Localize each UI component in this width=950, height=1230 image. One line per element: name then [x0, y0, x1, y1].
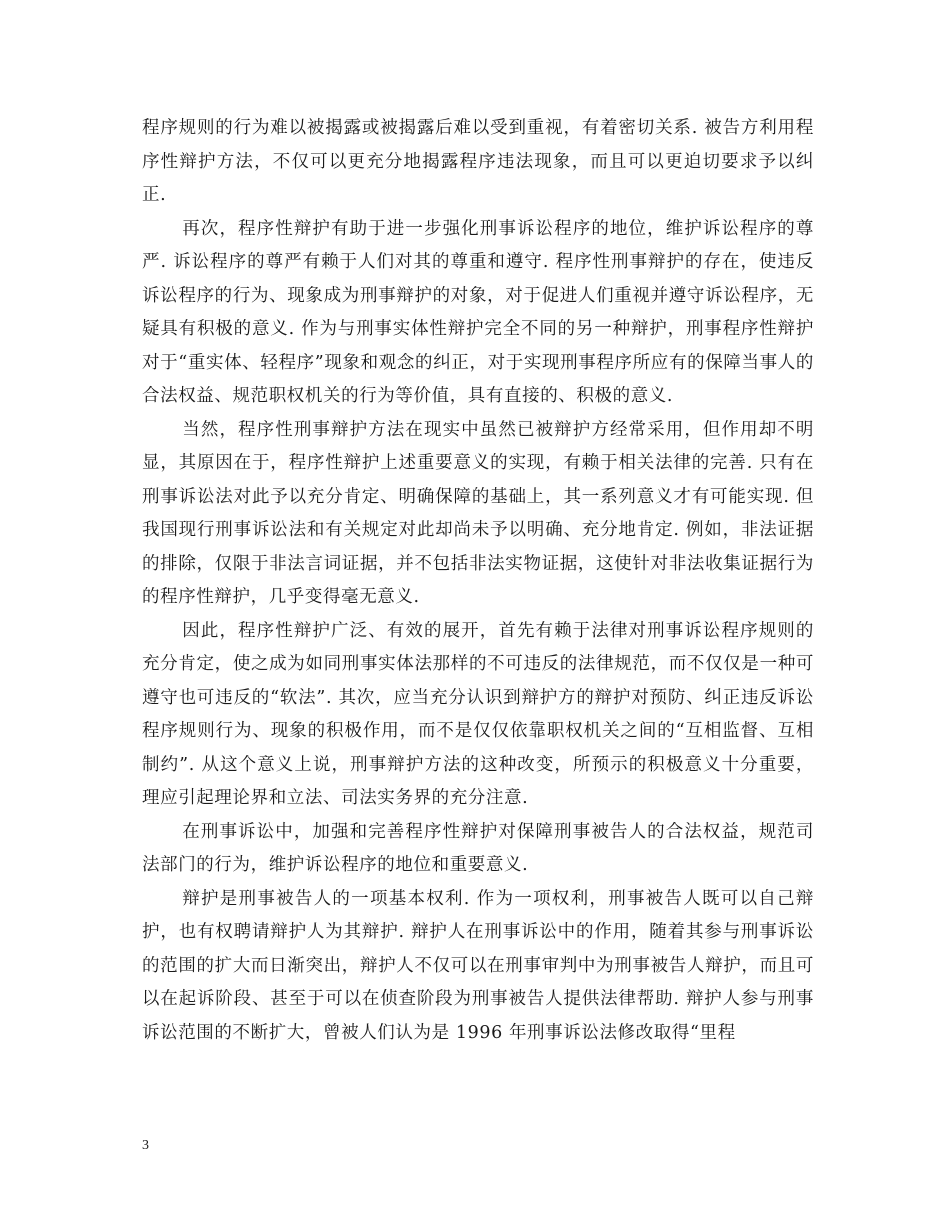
paragraph-5: 在刑事诉讼中，加强和完善程序性辩护对保障刑事被告人的合法权益，规范司法部门的行为，维护诉讼程序的地位和重要意义. — [142, 821, 814, 875]
paragraph-6: 辩护是刑事被告人的一项基本权利. 作为一项权利，刑事被告人既可以自己辩护，也有权聘请辩护人为其辩护. 辩护人在刑事诉讼中的作用，随着其参与刑事诉讼的范围的扩大而日渐突出，辩护人不仅可以在刑事审判中为刑事被告人辩护，而且可以在起诉阶段、甚至于可以在侦查阶段为刑事被告人提供法律帮助. 辩护人参与刑事诉讼范围的不断扩大，曾被人们认为是 1996 年刑事诉讼法修改取得“里程 — [142, 888, 814, 1043]
paragraph-4: 因此，程序性辩护广泛、有效的展开，首先有赖于法律对刑事诉讼程序规则的充分肯定，使之成为如同刑事实体法那样的不可违反的法律规范，而不仅仅是一种可遵守也可违反的“软法”. 其次，应当充分认识到辩护方的辩护对预防、纠正违反诉讼程序规则行为、现象的积极作用，而不是仅仅依靠职权机关之间的“互相监督、互相制约”. 从这个意义上说，刑事辩护方法的这种改变，所预示的积极意义十分重要，理应引起理论界和立法、司法实务界的充分注意. — [142, 620, 814, 808]
page-number: 3 — [142, 1138, 149, 1153]
paragraph-2: 再次，程序性辩护有助于进一步强化刑事诉讼程序的地位，维护诉讼程序的尊严. 诉讼程序的尊严有赖于人们对其的尊重和遵守. 程序性刑事辩护的存在，使违反诉讼程序的行为、现象成为刑事辩护的对象，对于促进人们重视并遵守诉讼程序，无疑具有积极的意义. 作为与刑事实体性辩护完全不同的另一种辩护，刑事程序性辩护对于“重实体、轻程序”现象和观念的纠正，对于实现刑事程序所应有的保障当事人的合法权益、规范职权机关的行为等价值，具有直接的、积极的意义. — [142, 218, 814, 406]
document-body — [142, 112, 814, 1050]
paragraph-1: 程序规则的行为难以被揭露或被揭露后难以受到重视，有着密切关系. 被告方利用程序性辩护方法，不仅可以更充分地揭露程序违法现象，而且可以更迫切要求予以纠正. — [142, 118, 814, 205]
paragraph-3: 当然，程序性刑事辩护方法在现实中虽然已被辩护方经常采用，但作用却不明显，其原因在于，程序性辩护上述重要意义的实现，有赖于相关法律的完善. 只有在刑事诉讼法对此予以充分肯定、明确保障的基础上，其一系列意义才有可能实现. 但我国现行刑事诉讼法和有关规定对此却尚未予以明确、充分地肯定. 例如，非法证据的排除，仅限于非法言词证据，并不包括非法实物证据，这使针对非法收集证据行为的程序性辩护，几乎变得毫无意义. — [142, 419, 814, 607]
